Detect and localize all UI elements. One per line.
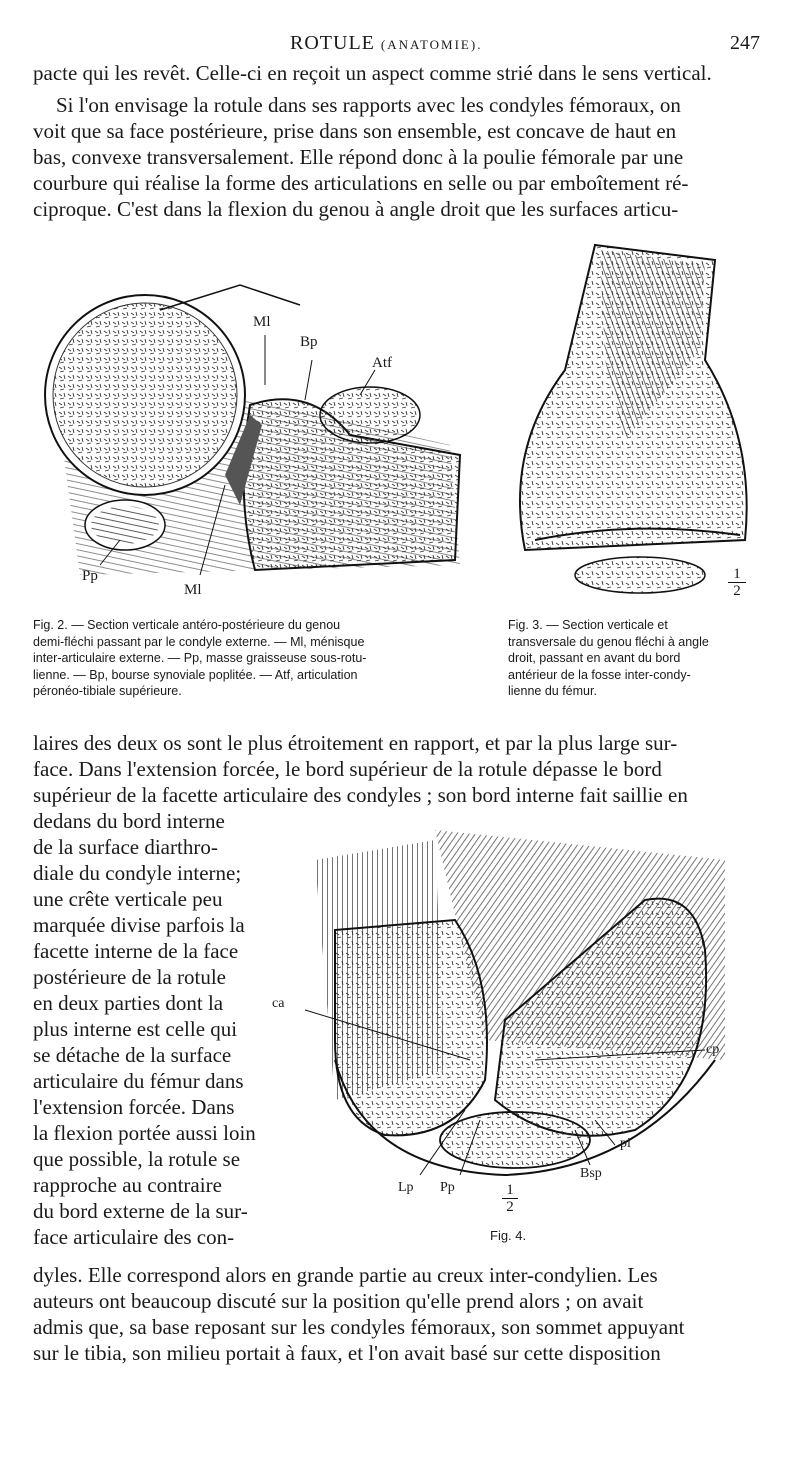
- caption-line: lienne. — Bp, bourse synoviale poplitée. — Atf, articulation: [33, 667, 358, 682]
- figure-2-caption: [33, 617, 366, 700]
- text-line: admis que, sa base reposant sur les condyles fémoraux, son sommet appuyant: [33, 1315, 685, 1339]
- text-line: du bord externe de la sur-: [33, 1199, 248, 1223]
- text-line: que possible, la rotule se: [33, 1147, 241, 1171]
- text-line: plus interne est celle qui: [33, 1017, 238, 1041]
- label-pp: Pp: [82, 568, 98, 584]
- caption-line: demi-fléchi passant par le condyle externe. — Ml, ménisque: [33, 634, 365, 649]
- header-title: ROTULE: [290, 32, 375, 54]
- text-line: facette interne de la face: [33, 939, 239, 963]
- text-line: Si l'on envisage la rotule dans ses rapports avec les condyles fémoraux, on: [56, 93, 681, 117]
- figure-4-scale: [502, 1182, 518, 1215]
- label-ml-top: Ml: [253, 314, 271, 330]
- figure-3-scale: [728, 566, 746, 599]
- text-line: marquée divise parfois la: [33, 913, 245, 937]
- text-line: rapproche au contraire: [33, 1173, 222, 1197]
- text-line: la flexion portée aussi loin: [33, 1121, 256, 1145]
- label-bsp: Bsp: [580, 1166, 602, 1181]
- label-atf: Atf: [372, 355, 392, 371]
- text-line: courbure qui réalise la forme des articulations en selle ou par emboîtement ré-: [33, 171, 689, 195]
- text-line: face articulaire des con-: [33, 1225, 235, 1249]
- text-line: articulaire du fémur dans: [33, 1069, 244, 1093]
- text-line: laires des deux os sont le plus étroitement en rapport, et par la plus large sur-: [33, 731, 678, 755]
- text-line: diale du condyle interne;: [33, 861, 242, 885]
- label-ca: ca: [272, 996, 285, 1011]
- text-line: une crête verticale peu: [33, 887, 223, 911]
- figure-4-illustration: [305, 820, 745, 1180]
- caption-line: inter-articulaire externe. — Pp, masse graisseuse sous-rotu-: [33, 651, 367, 665]
- text-line: en deux parties dont la: [33, 991, 224, 1015]
- text-line: l'extension forcée. Dans: [33, 1095, 235, 1119]
- text-line: bas, convexe transversalement. Elle répond donc à la poulie fémorale par une: [33, 145, 684, 169]
- text-line: postérieure de la rotule: [33, 965, 226, 989]
- figure-3-caption: [508, 617, 709, 700]
- caption-line: péronéo-tibiale supérieure.: [33, 684, 182, 698]
- text-line: se détache de la surface: [33, 1043, 232, 1067]
- label-ml-bottom: Ml: [184, 582, 202, 598]
- text-line: dedans du bord interne: [33, 809, 225, 833]
- figure-4-caption: Fig. 4.: [490, 1228, 527, 1243]
- figure-3-illustration: [505, 240, 760, 595]
- scale-numerator: 1: [733, 566, 741, 582]
- caption-line: droit, passant en avant du bord: [508, 651, 681, 665]
- scale-numerator: 1: [506, 1182, 514, 1198]
- caption-line: transversale du genou fléchi à angle: [508, 634, 709, 649]
- label-pp-fig4: Pp: [440, 1180, 455, 1195]
- text-line: face. Dans l'extension forcée, le bord supérieur de la rotule dépasse le bord: [33, 757, 662, 781]
- page-number: 247: [730, 32, 760, 54]
- text-line: supérieur de la facette articulaire des condyles ; son bord interne fait saillie en: [33, 783, 688, 807]
- caption-line: Fig. 2. — Section verticale antéro-postérieure du genou: [33, 618, 341, 632]
- label-cp: cp: [706, 1042, 720, 1057]
- text-line: de la surface diarthro-: [33, 835, 218, 859]
- caption-line: lienne du fémur.: [508, 684, 597, 698]
- scale-denominator: 2: [728, 582, 746, 599]
- text-line: sur le tibia, son milieu portait à faux, et l'on avait basé sur cette disposition: [33, 1341, 661, 1365]
- label-pi: pi: [620, 1136, 631, 1151]
- running-header: [290, 32, 482, 55]
- caption-line: Fig. 3. — Section verticale et: [508, 618, 668, 632]
- text-line: voit que sa face postérieure, prise dans son ensemble, est concave de haut en: [33, 119, 677, 143]
- text-line: ciproque. C'est dans la flexion du genou à angle droit que les surfaces articu-: [33, 197, 679, 221]
- label-lp: Lp: [398, 1180, 414, 1195]
- label-bp: Bp: [300, 334, 318, 350]
- text-line: auteurs ont beaucoup discuté sur la position qu'elle prend alors ; on avait: [33, 1289, 644, 1313]
- caption-line: antérieur de la fosse inter-condy-: [508, 667, 691, 682]
- header-subtitle: (ANATOMIE).: [380, 37, 483, 52]
- scale-denominator: 2: [502, 1198, 518, 1215]
- text-line: pacte qui les revêt. Celle-ci en reçoit un aspect comme strié dans le sens vertical.: [33, 61, 712, 85]
- text-line: dyles. Elle correspond alors en grande partie au creux inter-condylien. Les: [33, 1263, 658, 1287]
